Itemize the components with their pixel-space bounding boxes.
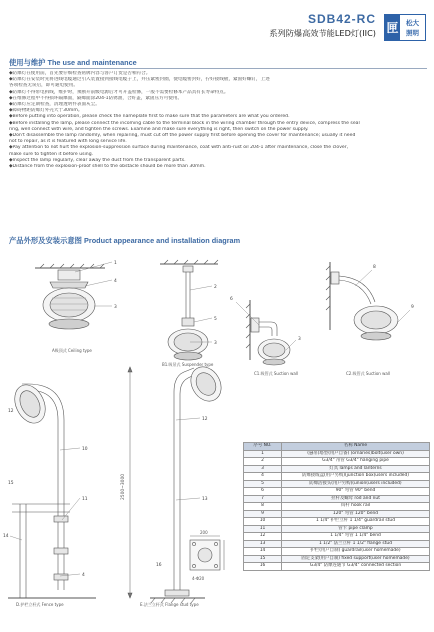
usage-item: ◆Pay attention to not hurt the explosion-suppression surface during maintenance, coat with anti-rust oil 204-1 after maintenance, close the clover, xyxy=(9,145,349,151)
callout-13: 13 xyxy=(202,497,208,502)
table-row xyxy=(244,465,430,473)
usage-item: ring, well connect with wire, and tighten the screws. Examine and make sure everything is right, then switch on the power supply. xyxy=(9,126,309,132)
callout-10: 10 xyxy=(82,447,88,452)
part-no: 13 xyxy=(244,540,282,548)
table-row xyxy=(244,480,430,488)
part-name: 护栏(用户自制) guardrail(user homemade) xyxy=(282,548,430,556)
suction-wall-c2-drawing xyxy=(326,262,398,340)
fence-type-drawing xyxy=(8,380,96,598)
callout-16: 16 xyxy=(156,563,162,568)
part-name: 1 1/4" 弯管 1 1/4" bend xyxy=(282,533,430,541)
part-name: 钩杆 hook rail xyxy=(282,503,430,511)
callout-8: 8 xyxy=(373,265,376,270)
callout-4b: 4 xyxy=(82,573,85,578)
usage-item: ◆Distance from the explosion-proof shell to the obstacle should be more than 30mm. xyxy=(9,164,206,170)
usage-item: ◆Inspect the lamp regularly, clear away the dust from the transparent parts. xyxy=(9,157,186,163)
callout-3b: 3 xyxy=(214,341,217,346)
usage-item: 各项检查无误后，即可通电使用。 xyxy=(9,83,78,89)
table-row xyxy=(244,563,430,571)
model-number: SDB42-RC xyxy=(307,12,376,26)
caption-fence: D.护栏立杆式 Fence type xyxy=(16,602,64,607)
part-name: (悬吊)塔型(用户自备) (ornaries)bolt(user own) xyxy=(282,450,430,458)
logo-text-bottom: 照明 xyxy=(406,28,419,37)
usage-item: ◆防爆灯不得带电拆线，维护时，须断开前级电源后才可开盖检修，一般不需要检修本产品具有长寿命特点。 xyxy=(9,89,229,95)
table-row xyxy=(244,495,430,503)
product-subtitle: 系列防爆高效节能LED灯(IIC) xyxy=(269,28,376,38)
callout-6: 6 xyxy=(230,297,233,302)
caption-suction-c2: C2.吸管式 Suction wall xyxy=(346,371,391,376)
part-name: 灯具 lamps and lanterns xyxy=(282,465,430,473)
part-no: 14 xyxy=(244,548,282,556)
brand-logo xyxy=(384,14,426,41)
installation-drawings xyxy=(0,246,434,632)
part-name: 1 1/4" 护栏立杆 1 1/4" guardrail stud xyxy=(282,518,430,526)
usage-item: make sure to tighten it before using. xyxy=(9,151,94,157)
callout-2: 2 xyxy=(214,285,217,290)
part-no: 8 xyxy=(244,503,282,511)
part-name: 防爆接线盒(用户另购)(junction box(users included) xyxy=(282,473,430,481)
usage-heading: 使用与维护 The use and maintenance xyxy=(9,58,137,67)
usage-item: ◆Before putting into operation, please check the nameplate first to make sure that the parameters are what you ordered. xyxy=(9,114,290,120)
callout-11: 11 xyxy=(82,497,88,502)
usage-item: ◆在维修过程中不得损坏隔爆面，隔爆面涂204-1防锈油，合好盖，紧固压方可使用。 xyxy=(9,95,183,101)
part-name: G3/4" 吊管 G3/4" hanging pipe xyxy=(282,458,430,466)
usage-item: ◆防爆灯在使用前，首先要仔细检查铭牌内容与客户订货是否相符合。 xyxy=(9,71,151,76)
callout-3c: 3 xyxy=(298,337,301,342)
usage-item: ◆Don't disassemble the lamp randomly, when repairing, must cut off the power supply first before opening the cover for maintenance; usually it need xyxy=(9,133,356,139)
callout-1: 1 xyxy=(114,261,117,266)
ceiling-type-drawing xyxy=(35,264,105,329)
usage-item: ◆防爆灯应定期检查，清理透明件表面灰尘。 xyxy=(9,102,100,108)
table-row xyxy=(244,555,430,563)
part-no: 3 xyxy=(244,465,282,473)
table-row xyxy=(244,548,430,556)
part-no: 11 xyxy=(244,525,282,533)
table-row xyxy=(244,540,430,548)
callout-12b: 12 xyxy=(202,417,208,422)
table-row xyxy=(244,518,430,526)
part-no: 15 xyxy=(244,555,282,563)
flange-stud-type-drawing xyxy=(128,361,227,603)
callout-4: 4 xyxy=(114,279,117,284)
callout-9: 9 xyxy=(411,305,414,310)
part-name: 90° 弯管 90° bend xyxy=(282,488,430,496)
part-no: 10 xyxy=(244,518,282,526)
part-no: 4 xyxy=(244,473,282,481)
part-no: 12 xyxy=(244,533,282,541)
part-name: 固定支架(用户自制) fixed support(user homemade) xyxy=(282,555,430,563)
column-header-no: 序号 NO. xyxy=(244,443,282,451)
usage-item: ◆障碍物距防爆灯外壳大于30mm。 xyxy=(9,108,83,114)
callout-15: 15 xyxy=(8,481,14,486)
usage-item: not to repair, as it is featured with long service life. xyxy=(9,139,127,145)
part-name: 防爆活接头(用户另购)(union(users included) xyxy=(282,480,430,488)
table-row xyxy=(244,533,430,541)
part-no: 7 xyxy=(244,495,282,503)
usage-item: ◆防爆灯在安装时先将进线电缆通过引入装置接到接线电缆子上，并压紧密封圈，使电缆密封好，拧好接线板，紧固好螺钉，上述 xyxy=(9,77,270,83)
flange-size-dimension: 200 xyxy=(200,530,208,535)
callout-14: 14 xyxy=(3,534,9,539)
caption-suspender: B1.吸吊式 Suspender type xyxy=(162,362,214,367)
part-no: 16 xyxy=(244,563,282,571)
suction-wall-c1-drawing xyxy=(246,300,290,365)
part-name: 120° 弯管 120° bend xyxy=(282,510,430,518)
parts-table xyxy=(243,442,430,571)
table-row xyxy=(244,488,430,496)
bolt-hole-dimension: 4-Φ20 xyxy=(192,576,205,581)
part-no: 9 xyxy=(244,510,282,518)
caption-suction-c1: C1.吸管式 Suction wall xyxy=(254,371,299,376)
caption-ceiling: A吸顶式 Ceiling type xyxy=(52,348,92,353)
diagram-heading: 产品外形及安装示意图 Product appearance and installation diagram xyxy=(9,236,241,245)
part-no: 6 xyxy=(244,488,282,496)
callout-3: 3 xyxy=(114,305,117,310)
height-dimension: 2500~3000 xyxy=(121,473,126,500)
table-row xyxy=(244,503,430,511)
caption-flange: E.法兰立杆式 Flange stud type xyxy=(140,602,199,607)
part-no: 5 xyxy=(244,480,282,488)
usage-list xyxy=(9,71,429,170)
table-row xyxy=(244,450,430,458)
usage-item: ◆Before installing the lamp, please connect the incoming cable to the terminal block in the wiring chamber through the entry device, compress the seal xyxy=(9,120,360,126)
part-name: 1 1/2" 法兰立杆 1 1/2" flange stud xyxy=(282,540,430,548)
table-row xyxy=(244,510,430,518)
logo-text-top: 松大 xyxy=(406,18,419,27)
table-row xyxy=(244,458,430,466)
callout-5: 5 xyxy=(214,317,217,322)
table-row xyxy=(244,525,430,533)
part-name: G3/4" 防爆连通节 G3/4" connected section xyxy=(282,563,430,571)
logo-mark-icon: 匣 xyxy=(385,15,400,40)
part-name: 管卡 pipe clamp xyxy=(282,525,430,533)
part-name: 拉杆及螺母 rod and nut xyxy=(282,495,430,503)
parts-table-header xyxy=(244,443,430,451)
callout-12: 12 xyxy=(8,409,14,414)
usage-divider xyxy=(9,68,427,69)
part-no: 1 xyxy=(244,450,282,458)
suspender-type-drawing xyxy=(160,260,218,360)
column-header-name: 名称 Name xyxy=(282,443,430,451)
table-row xyxy=(244,473,430,481)
part-no: 2 xyxy=(244,458,282,466)
